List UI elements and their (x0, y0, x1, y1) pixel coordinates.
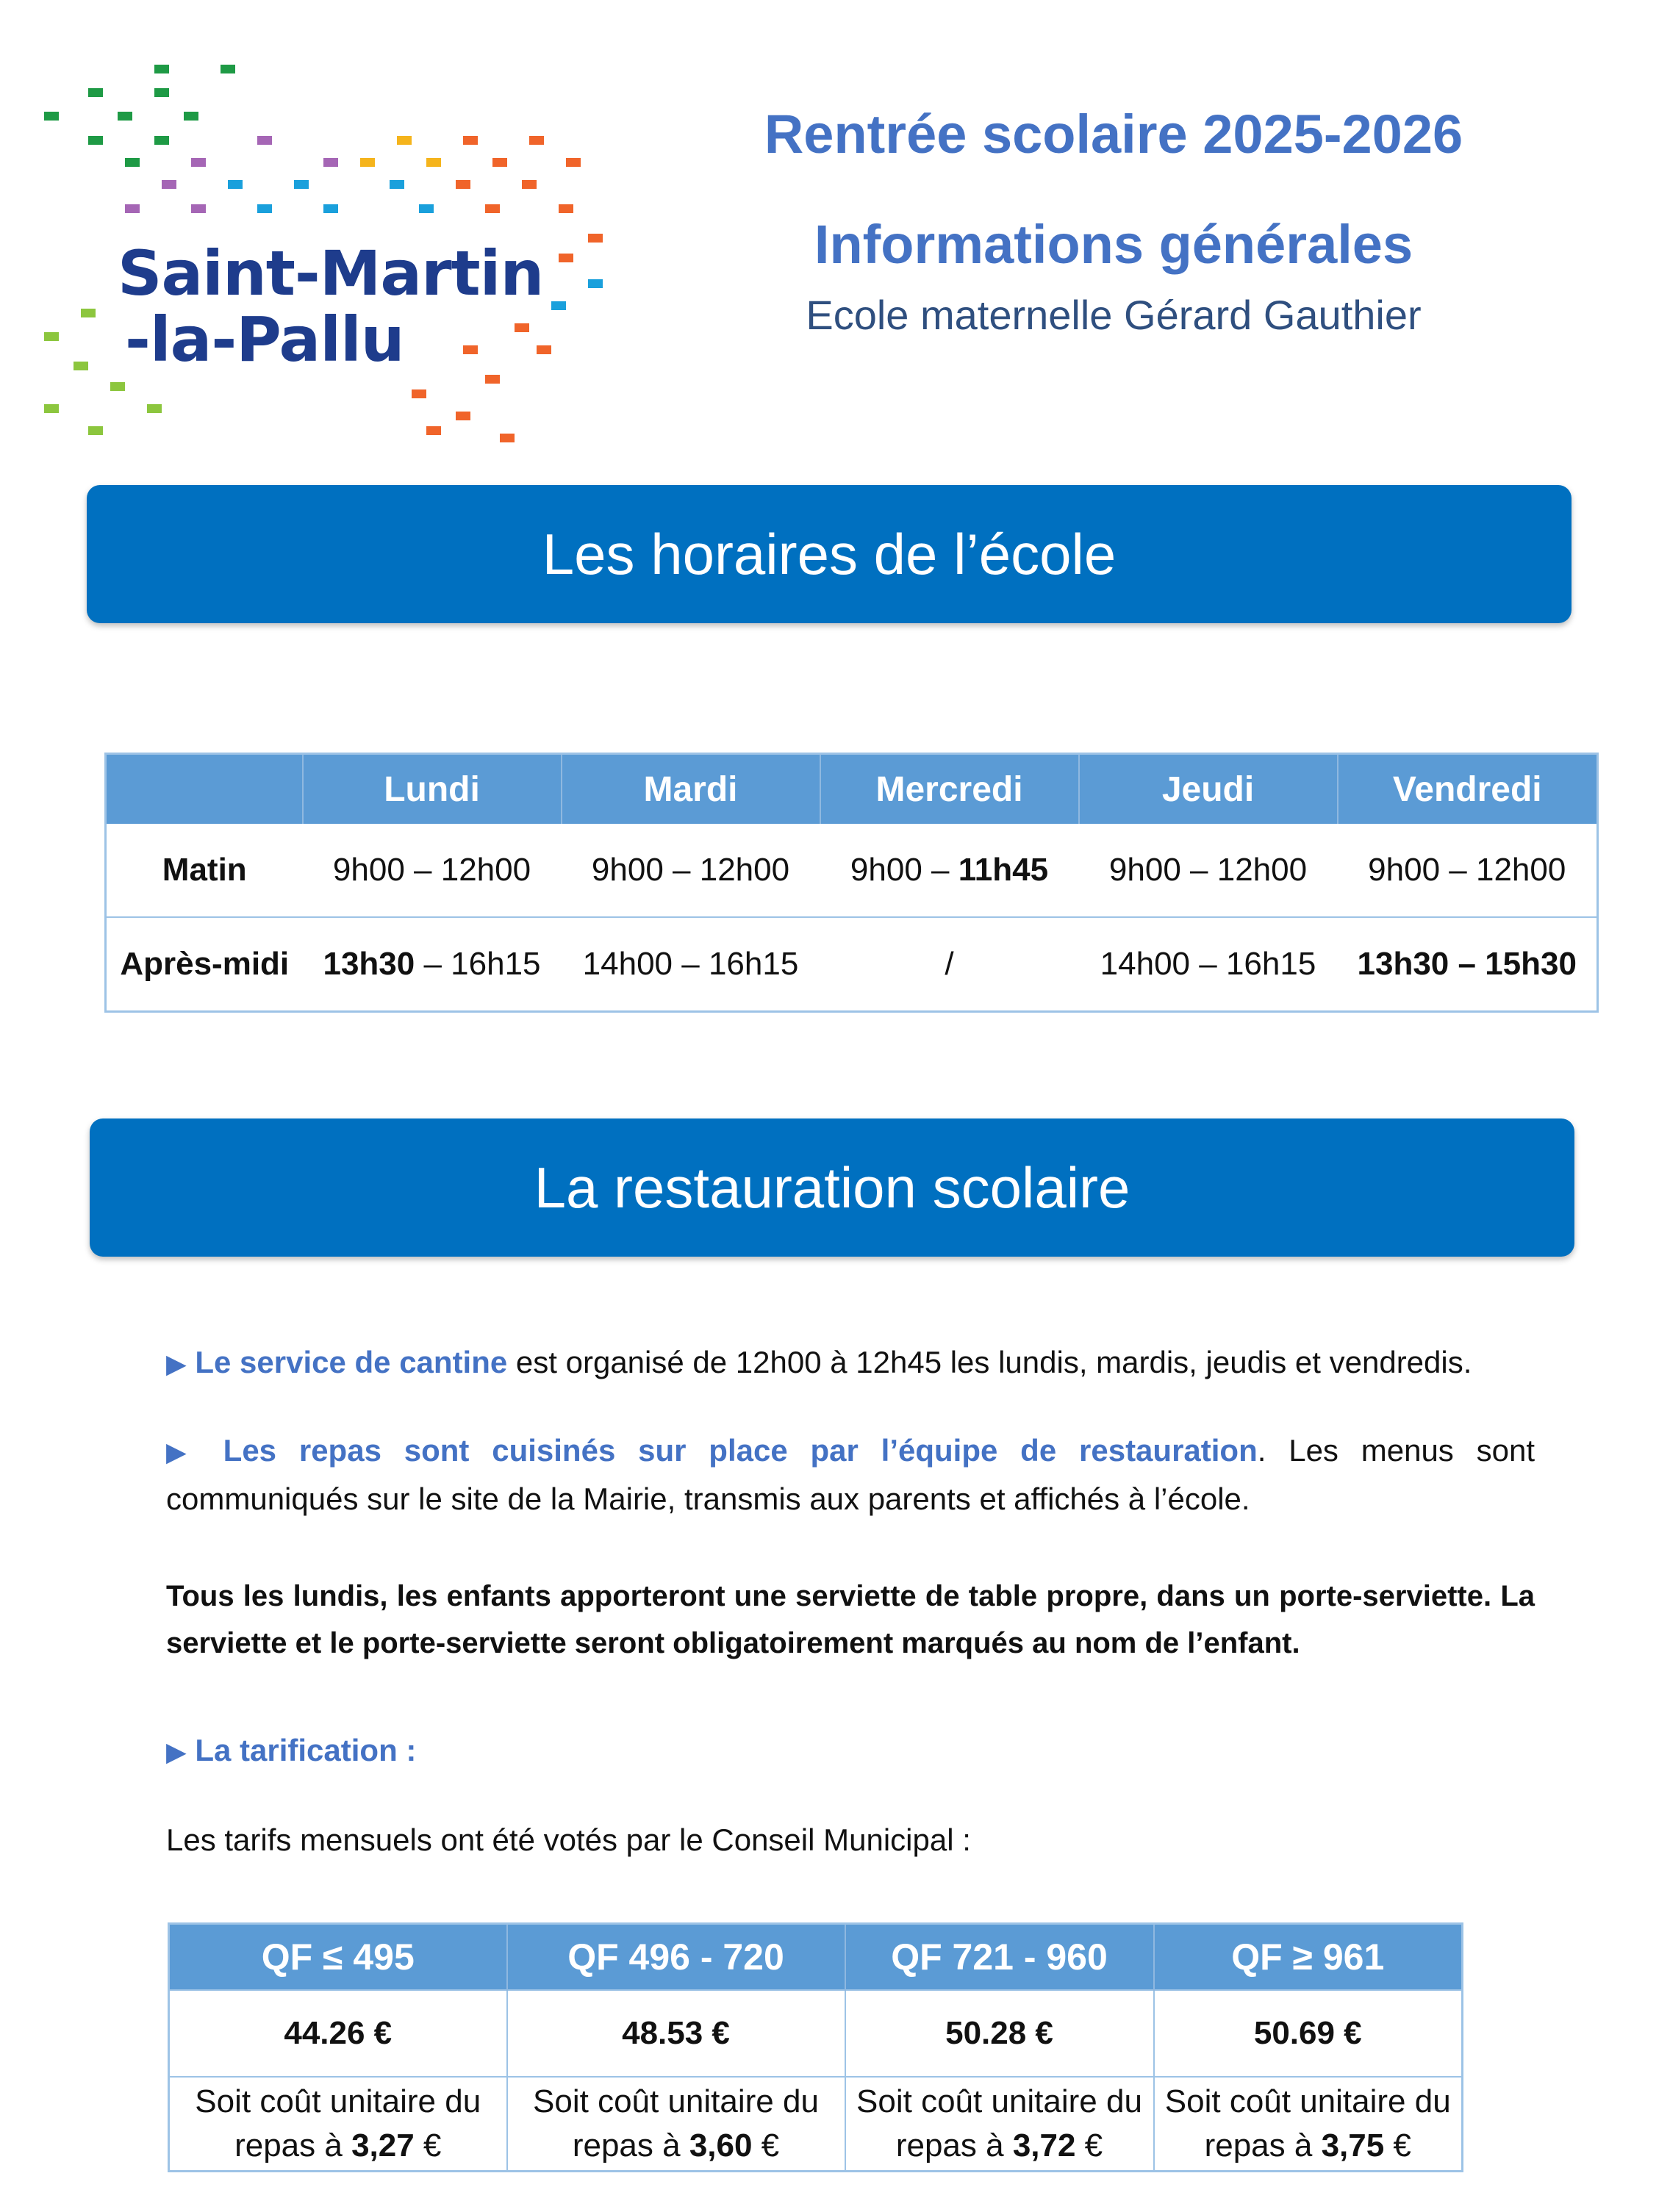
schedule-cell-text: 9h00 – (850, 852, 958, 888)
logo-square (456, 412, 470, 420)
tarifs-header-cell: QF ≥ 961 (1154, 1924, 1463, 1991)
paragraph-lead: La tarification : (195, 1733, 417, 1767)
schedule-cell-text: – 16h15 (415, 946, 541, 982)
schedule-cell-bold: 13h30 (323, 946, 415, 982)
logo-square (44, 332, 59, 341)
paragraph-cantine (166, 1339, 1535, 1387)
logo-square (323, 204, 338, 213)
schedule-cell (1338, 917, 1598, 1012)
unit-text: Soit coût unitaire du repas à (856, 2083, 1142, 2163)
logo-square (529, 136, 544, 145)
paragraph-text: . Les menus sont communiqués sur le site de la Mairie, transmis aux parents et affichés à l’école. (166, 1433, 1535, 1516)
tarifs-header-cell: QF 496 - 720 (507, 1924, 845, 1991)
schedule-cell-bold: 11h45 (958, 852, 1049, 888)
logo-square (323, 158, 338, 167)
schedule-header-cell: Mardi (562, 754, 820, 825)
tarifs-unit-cell (169, 2077, 507, 2172)
page-subtitle: Informations générales (814, 214, 1413, 275)
logo-square (88, 136, 103, 145)
logo-square (221, 65, 235, 73)
logo-square (360, 158, 375, 167)
schedule-header-cell: Jeudi (1079, 754, 1338, 825)
logo-square (426, 158, 441, 167)
triangle-bullet-icon: ▶ (166, 1349, 187, 1379)
logo-square (191, 158, 206, 167)
schedule-cell (303, 917, 562, 1012)
schedule-cell (1079, 917, 1338, 1012)
tarifs-amount-row (169, 1990, 1463, 2077)
schedule-header-cell (106, 754, 303, 825)
schedule-header-cell: Lundi (303, 754, 562, 825)
logo-line1: Saint-Martin (118, 237, 544, 309)
tarifs-header-cell: QF ≤ 495 (169, 1924, 507, 1991)
logo-square (44, 404, 59, 413)
tarifs-unit-cell (1154, 2077, 1463, 2172)
schedule-cell-text: 9h00 – 12h00 (332, 852, 531, 888)
tarifs-amount-cell: 50.69 € (1154, 1990, 1463, 2077)
logo-square (110, 382, 125, 391)
schedule-cell (1338, 824, 1598, 917)
schedule-cell-text: 14h00 – 16h15 (582, 946, 799, 982)
logo-square (588, 279, 603, 288)
logo-square (81, 309, 96, 317)
logo-square (125, 204, 140, 213)
unit-suffix: € (1075, 2127, 1103, 2163)
logo-square (522, 180, 537, 189)
logo-square (125, 158, 140, 167)
logo-square (162, 180, 176, 189)
unit-suffix: € (1384, 2127, 1411, 2163)
logo-square (88, 88, 103, 97)
logo-square (390, 180, 404, 189)
paragraph-text: est organisé de 12h00 à 12h45 les lundis, mardis, jeudis et vendredis. (507, 1345, 1472, 1379)
logo-square (191, 204, 206, 213)
logo-square (257, 136, 272, 145)
schedule-cell-text: / (945, 946, 954, 982)
schedule-row (106, 917, 1598, 1012)
schedule-cell (820, 917, 1079, 1012)
unit-suffix: € (414, 2127, 442, 2163)
logo-square (492, 158, 507, 167)
paragraph-tarifs-intro: Les tarifs mensuels ont été votés par le Conseil Municipal : (166, 1823, 971, 1857)
logo-square (44, 112, 59, 121)
triangle-bullet-icon: ▶ (166, 1737, 187, 1767)
unit-value: 3,27 (351, 2127, 415, 2163)
schedule-cell (562, 824, 820, 917)
logo-square (566, 158, 581, 167)
schedule-header-cell: Vendredi (1338, 754, 1598, 825)
logo-square (88, 426, 103, 435)
unit-value: 3,72 (1012, 2127, 1076, 2163)
schedule-cell (562, 917, 820, 1012)
school-name: Ecole maternelle Gérard Gauthier (806, 292, 1422, 338)
unit-text: Soit coût unitaire du repas à (533, 2083, 819, 2163)
tarifs-amount-cell: 48.53 € (507, 1990, 845, 2077)
logo-square (485, 375, 500, 384)
unit-suffix: € (752, 2127, 780, 2163)
logo-line2: -la-Pallu (125, 304, 404, 376)
logo-square (588, 234, 603, 243)
tarifs-unit-cell (845, 2077, 1154, 2172)
tarifs-amount-cell: 50.28 € (845, 1990, 1154, 2077)
schedule-cell (820, 824, 1079, 917)
schedule-cell (1079, 824, 1338, 917)
schedule-cell-bold: 13h30 – 15h30 (1357, 946, 1577, 982)
logo-square (551, 301, 566, 310)
logo-square (147, 404, 162, 413)
unit-value: 3,75 (1321, 2127, 1385, 2163)
unit-value: 3,60 (689, 2127, 753, 2163)
schedule-cell-text: 9h00 – 12h00 (1368, 852, 1566, 888)
logo-square (184, 112, 198, 121)
unit-text: Soit coût unitaire du repas à (1164, 2083, 1451, 2163)
unit-text: Soit coût unitaire du repas à (195, 2083, 481, 2163)
logo-square (463, 345, 478, 354)
schedule-header-cell: Mercredi (820, 754, 1079, 825)
logo-square (74, 362, 88, 370)
logo-square (412, 389, 426, 398)
logo-square (154, 88, 169, 97)
page-title: Rentrée scolaire 2025-2026 (764, 104, 1463, 165)
logo-square (463, 136, 478, 145)
schedule-cell-text: 9h00 – 12h00 (1108, 852, 1308, 888)
schedule-row-label: Après-midi (106, 917, 303, 1012)
logo-square (559, 254, 573, 262)
tarifs-header-row (169, 1924, 1463, 1991)
paragraph-repas (166, 1427, 1535, 1523)
logo-square (154, 65, 169, 73)
logo-square (228, 180, 243, 189)
logo-square (537, 345, 551, 354)
schedule-cell (303, 824, 562, 917)
paragraph-serviette: Tous les lundis, les enfants apporteront une serviette de table propre, dans un porte-serviette. La serviette et le porte-serviette seront obligatoirement marqués au nom de l’enfant. (166, 1580, 1535, 1659)
section-banner-restauration: La restauration scolaire (90, 1118, 1574, 1257)
schedule-header-row (106, 754, 1598, 825)
logo-square (426, 426, 441, 435)
tarifs-header-cell: QF 721 - 960 (845, 1924, 1154, 1991)
logo-square (515, 323, 529, 332)
logo-square (500, 434, 515, 442)
logo-square (257, 204, 272, 213)
logo-square (559, 204, 573, 213)
logo-square (118, 112, 132, 121)
schedule-row (106, 824, 1598, 917)
paragraph-tarification (166, 1727, 1535, 1775)
tarifs-unit-row (169, 2077, 1463, 2172)
schedule-table (104, 753, 1599, 1013)
logo-square (154, 136, 169, 145)
paragraph-lead: Le service de cantine (195, 1345, 508, 1379)
tarifs-unit-cell (507, 2077, 845, 2172)
section-banner-horaires: Les horaires de l’école (87, 485, 1572, 623)
schedule-row-label: Matin (106, 824, 303, 917)
logo-square (294, 180, 309, 189)
paragraph-lead: Les repas sont cuisinés sur place par l’équipe de restauration (223, 1433, 1258, 1468)
schedule-cell-text: 14h00 – 16h15 (1100, 946, 1316, 982)
tarifs-amount-cell: 44.26 € (169, 1990, 507, 2077)
tarifs-table (168, 1922, 1463, 2172)
triangle-bullet-icon: ▶ (166, 1437, 201, 1467)
logo (44, 59, 632, 448)
logo-square (456, 180, 470, 189)
logo-square (485, 204, 500, 213)
logo-square (419, 204, 434, 213)
schedule-cell-text: 9h00 – 12h00 (591, 852, 790, 888)
logo-square (397, 136, 412, 145)
